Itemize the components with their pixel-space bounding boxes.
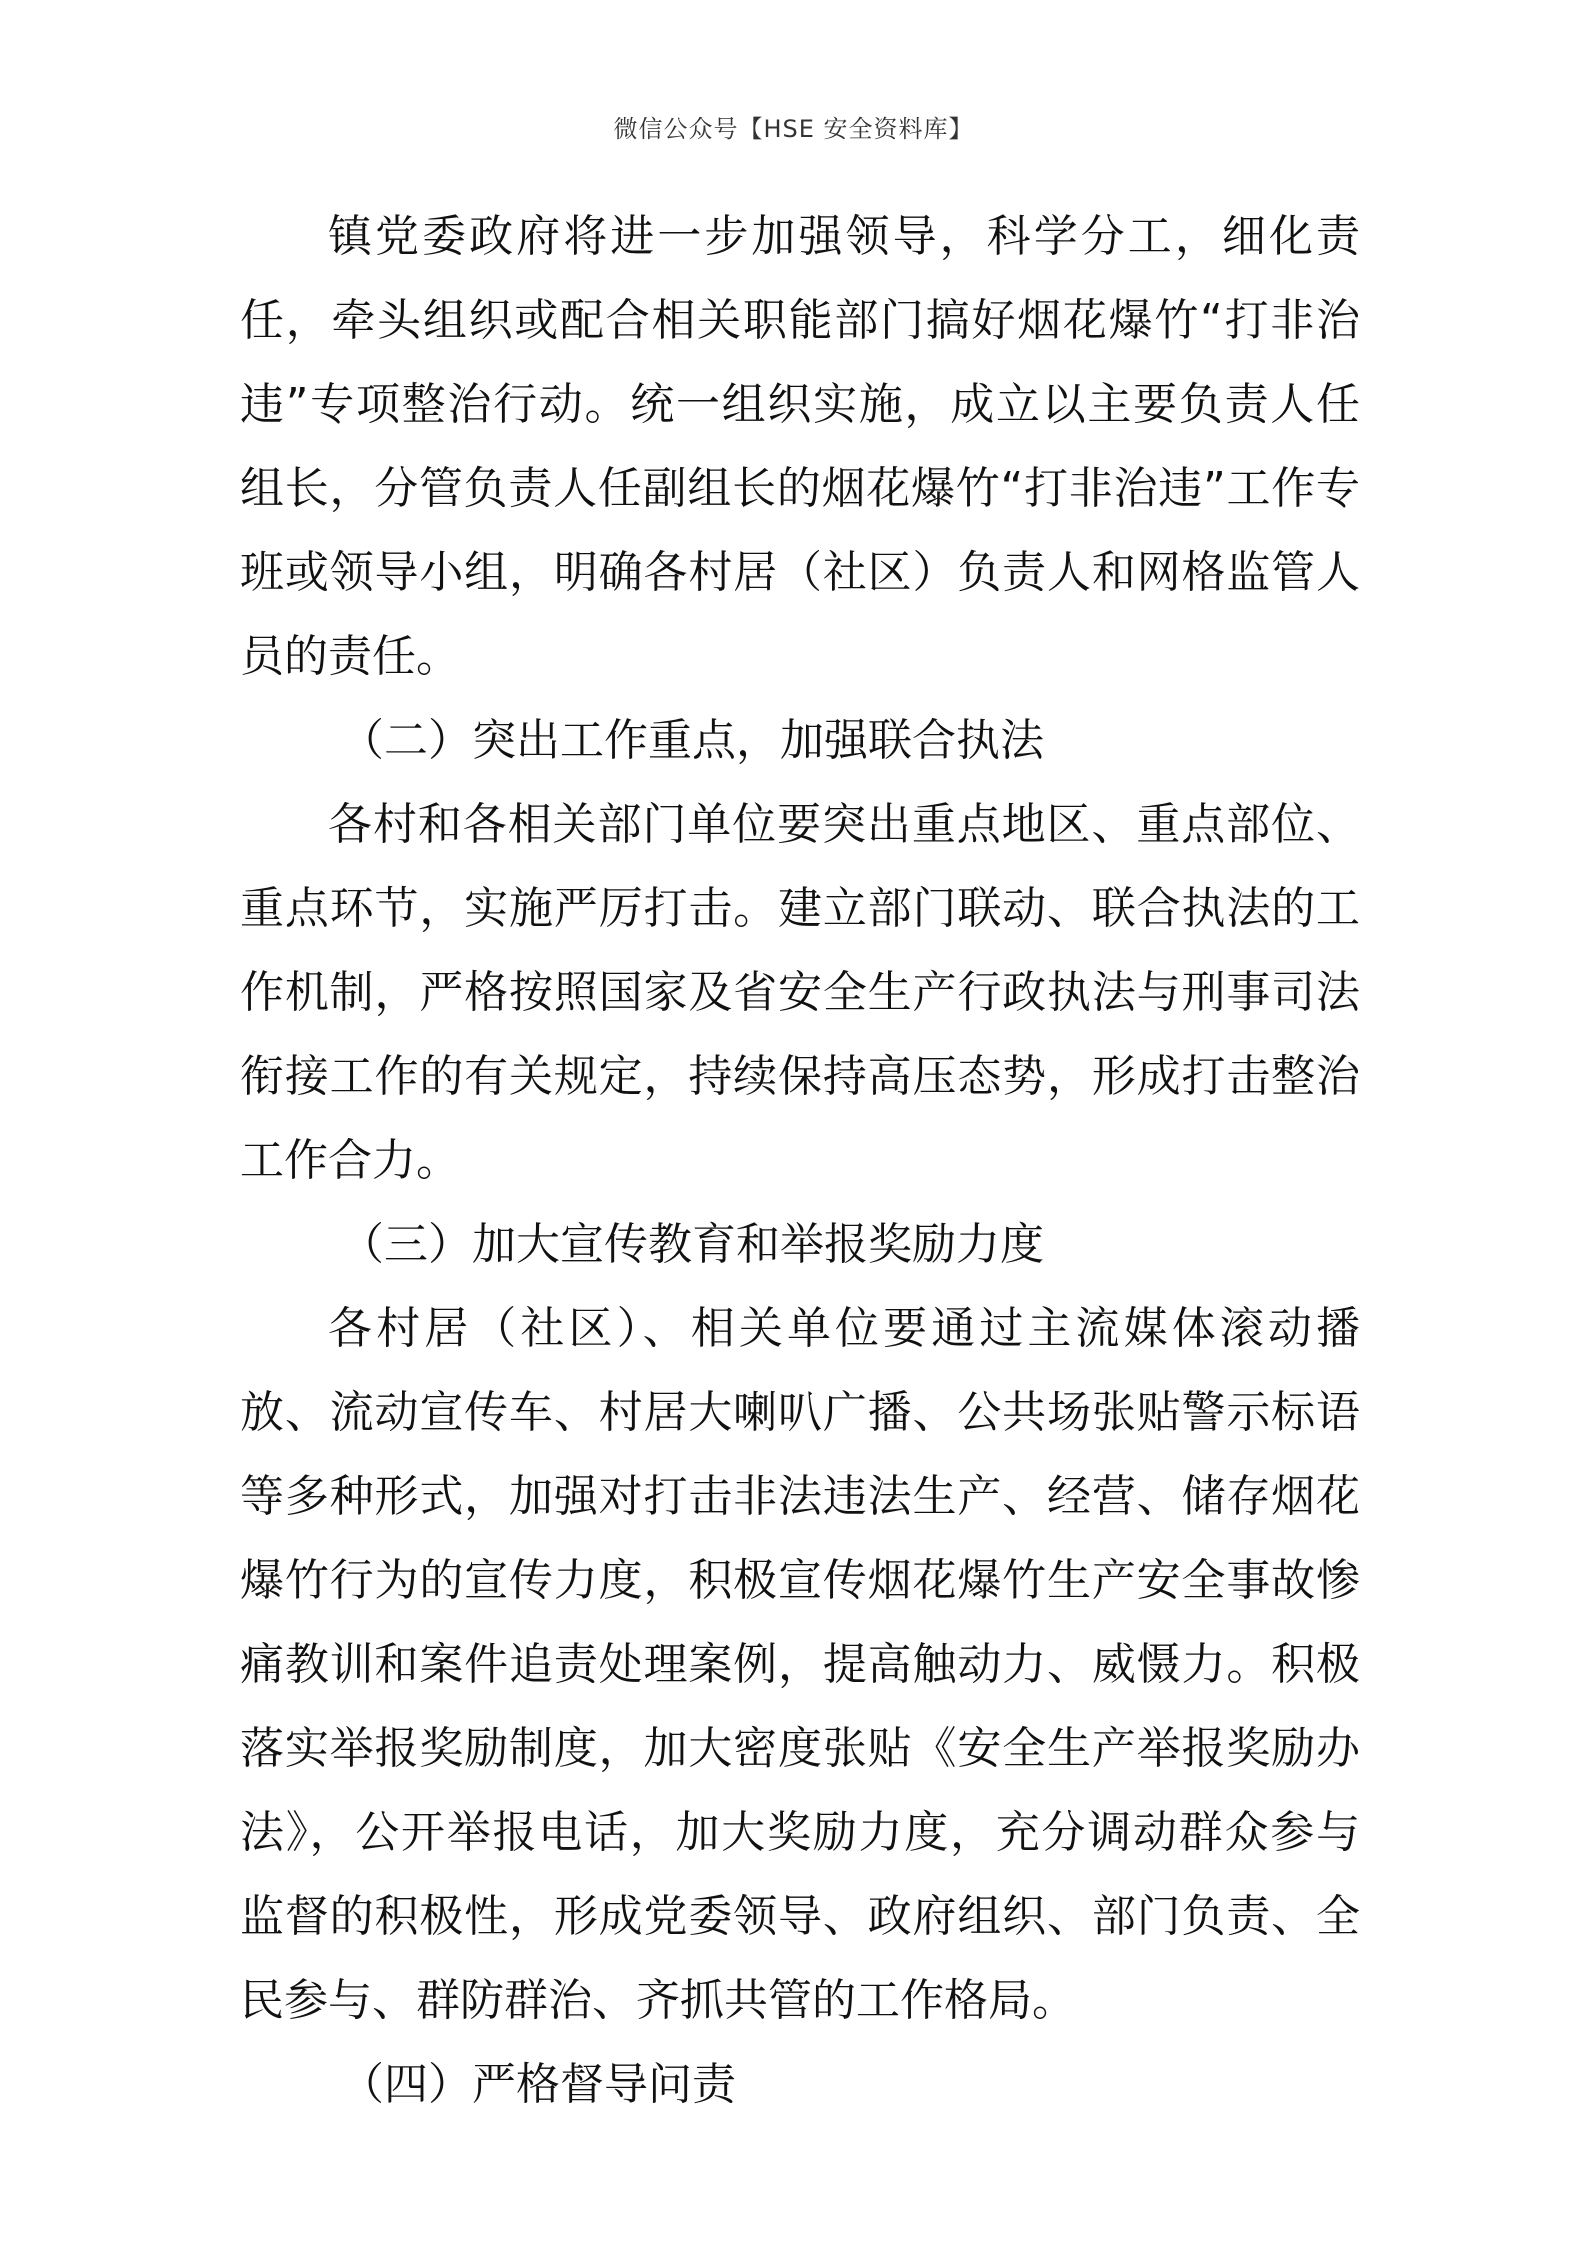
paragraph-publicity: 各村居（社区）、相关单位要通过主流媒体滚动播放、流动宣传车、村居大喇叭广播、公共场张贴警示标语等多种形式，加强对打击非法违法生产、经营、储存烟花爆竹行为的宣传力度，积极宣传烟花爆竹生产安全事故惨痛教训和案件追责处理案例，提高触动力、威慑力。积极落实举报奖励制度，加大密度张贴《安全生产举报奖励办法》，公开举报电话，加大奖励力度，充分调动群众参与监督的积极性，形成党委领导、政府组织、部门负责、全民参与、群防群治、齐抓共管的工作格局。: [240, 1303, 1360, 2026]
page-header: 微信公众号【HSE 安全资料库】: [613, 115, 974, 143]
section-heading-4: （四）严格督导问责: [340, 2059, 736, 2110]
section-heading-2: （二）突出工作重点，加强联合执法: [340, 715, 1044, 766]
paragraph-joint-enforcement: 各村和各相关部门单位要突出重点地区、重点部位、重点环节，实施严厉打击。建立部门联动、联合执法的工作机制，严格按照国家及省安全生产行政执法与刑事司法衔接工作的有关规定，持续保持高压态势，形成打击整治工作合力。: [240, 799, 1360, 1186]
paragraph-leadership: 镇党委政府将进一步加强领导，科学分工，细化责任，牵头组织或配合相关职能部门搞好烟花爆竹“打非治违”专项整治行动。统一组织实施，成立以主要负责人任组长，分管负责人任副组长的烟花爆竹“打非治违”工作专班或领导小组，明确各村居（社区）负责人和网格监管人员的责任。: [240, 211, 1360, 682]
document-body: [240, 195, 1360, 2127]
section-heading-3: （三）加大宣传教育和举报奖励力度: [340, 1219, 1044, 1270]
